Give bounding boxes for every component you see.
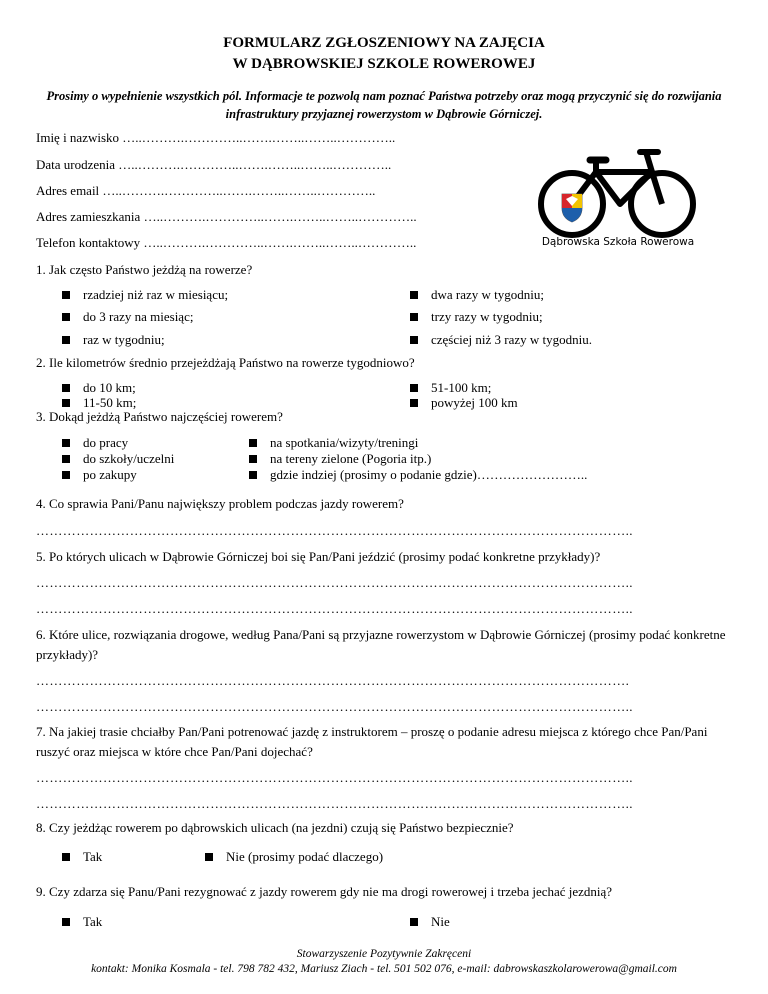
q1-option-1[interactable]: rzadziej niż raz w miesiącu; [62,287,228,303]
field-address-dots: …..……….…………..…….……..……..………….. [143,209,417,224]
checkbox-square-icon[interactable] [62,291,70,299]
footer-organization: Stowarzyszenie Pozytywnie Zakręceni [296,948,472,960]
form-title-line2: W DĄBROWSKIEJ SZKOLE ROWEROWEJ [232,56,536,72]
question-5: 5. Po których ulicach w Dąbrowie Górniczej boi się Pan/Pani jeździć (prosimy podać konkretne przykłady)? [36,549,601,564]
field-email[interactable] [36,183,375,199]
intro-text: Prosimy o wypełnienie wszystkich pól. Informacje te pozwolą nam poznać Państwa potrzeby oraz mogą przyczynić się do rozwijania infrastruktury przyjaznej rowerzystom w Dąbrowie Górniczej. [46,89,722,121]
q1-option-3[interactable]: do 3 razy na miesiąc; [62,309,193,325]
checkbox-square-icon[interactable] [62,471,70,479]
q3-option-4[interactable]: na tereny zielone (Pogoria itp.) [249,451,431,467]
field-phone-label: Telefon kontaktowy [36,235,141,250]
q3-option-6[interactable]: gdzie indziej (prosimy o podanie gdzie)…………………….. [249,467,587,483]
q8-option-yes[interactable]: Tak [62,849,102,865]
q3-option-1[interactable]: do pracy [62,435,128,451]
checkbox-square-icon[interactable] [62,455,70,463]
logo-caption: Dąbrowska Szkoła Rowerowa [541,236,695,248]
question-8: 8. Czy jeżdżąc rowerem po dąbrowskich ulicach (na jezdni) czują się Państwo bezpiecznie? [36,820,514,835]
checkbox-square-icon[interactable] [62,384,70,392]
checkbox-square-icon[interactable] [62,918,70,926]
q1-option-5[interactable]: raz w tygodniu; [62,332,165,348]
question-9: 9. Czy zdarza się Panu/Pani rezygnować z jazdy rowerem gdy nie ma drogi rowerowej i trzeba jechać jezdnią? [36,884,613,899]
checkbox-square-icon[interactable] [410,336,418,344]
q2-option-2[interactable]: 11-50 km; [62,395,136,411]
footer-contact: kontakt: Monika Kosmala - tel. 798 782 432, Mariusz Ziach - tel. 501 502 076, e-mail: dabrowskaszkolarowerowa@gmail.com [91,963,677,975]
form-title-line1: FORMULARZ ZGŁOSZENIOWY NA ZAJĘCIA [223,35,545,51]
q2-option-3[interactable]: 51-100 km; [410,380,491,396]
checkbox-square-icon[interactable] [410,918,418,926]
q7-answer-line-1[interactable]: …………………………………………………………………………………………………………………….. [36,770,633,785]
field-phone-dots: …..……….…………..…….……..……..………….. [143,235,417,250]
q9-option-yes[interactable]: Tak [62,914,102,930]
question-4: 4. Co sprawia Pani/Panu największy problem podczas jazdy rowerem? [36,496,404,511]
q9-option-no[interactable]: Nie [410,914,450,930]
q5-answer-line-1[interactable]: …………………………………………………………………………………………………………………….. [36,575,633,590]
checkbox-square-icon[interactable] [62,336,70,344]
q7-answer-line-2[interactable]: …………………………………………………………………………………………………………………….. [36,796,633,811]
q1-option-6[interactable]: częściej niż 3 razy w tygodniu. [410,332,592,348]
checkbox-square-icon[interactable] [410,399,418,407]
checkbox-square-icon[interactable] [62,399,70,407]
q2-option-4[interactable]: powyżej 100 km [410,395,518,411]
field-address-label: Adres zamieszkania [36,209,141,224]
checkbox-square-icon[interactable] [205,853,213,861]
q4-answer-line[interactable]: …………………………………………………………………………………………………………………….. [36,523,633,538]
q3-option-5[interactable]: po zakupy [62,467,137,483]
q2-option-1[interactable]: do 10 km; [62,380,136,396]
q3-option-3[interactable]: do szkoły/uczelni [62,451,174,467]
field-name-label: Imię i nazwisko [36,130,120,145]
checkbox-square-icon[interactable] [410,291,418,299]
question-6: 6. Które ulice, rozwiązania drogowe, według Pana/Pani są przyjazne rowerzystom w Dąbrowie Górniczej (prosimy podać konkretne przykłady)? [36,627,726,662]
checkbox-square-icon[interactable] [249,455,257,463]
checkbox-square-icon[interactable] [249,471,257,479]
q5-answer-line-2[interactable]: …………………………………………………………………………………………………………………….. [36,601,633,616]
field-name[interactable] [36,130,395,146]
checkbox-square-icon[interactable] [62,313,70,321]
question-1: 1. Jak często Państwo jeżdżą na rowerze? [36,262,253,277]
question-7: 7. Na jakiej trasie chciałby Pan/Pani potrenować jazdę z instruktorem – proszę o podanie adresu miejsca z którego chce Pan/Pani ruszyć oraz miejsca w które chce Pan/Pani dojechać? [36,724,708,759]
question-2: 2. Ile kilometrów średnio przejeżdżają Państwo na rowerze tygodniowo? [36,355,415,370]
field-birthdate-label: Data urodzenia [36,157,116,172]
field-birthdate-dots: …..……….…………..…….……..……..………….. [118,157,392,172]
question-3: 3. Dokąd jeżdżą Państwo najczęściej rowerem? [36,409,283,424]
field-email-dots: …..……….…………..…….……..……..………….. [102,183,376,198]
field-email-label: Adres email [36,183,100,198]
bicycle-icon [534,142,700,242]
checkbox-square-icon[interactable] [410,384,418,392]
q6-answer-line-2[interactable]: …………………………………………………………………………………………………………………….. [36,699,633,714]
q1-option-2[interactable]: dwa razy w tygodniu; [410,287,544,303]
checkbox-square-icon[interactable] [62,853,70,861]
checkbox-square-icon[interactable] [410,313,418,321]
field-name-dots: …..……….…………..…….……..……..………….. [122,130,396,145]
q8-option-no[interactable]: Nie (prosimy podać dlaczego) [205,849,383,865]
q1-option-4[interactable]: trzy razy w tygodniu; [410,309,543,325]
field-address[interactable] [36,209,417,225]
q3-option-2[interactable]: na spotkania/wizyty/treningi [249,435,418,451]
checkbox-square-icon[interactable] [249,439,257,447]
checkbox-square-icon[interactable] [62,439,70,447]
city-coat-of-arms-icon [562,194,582,222]
q6-answer-line-1[interactable]: ……………………………………………………………………………………………………………………. [36,673,630,688]
field-phone[interactable] [36,235,416,251]
field-birthdate[interactable] [36,157,391,173]
